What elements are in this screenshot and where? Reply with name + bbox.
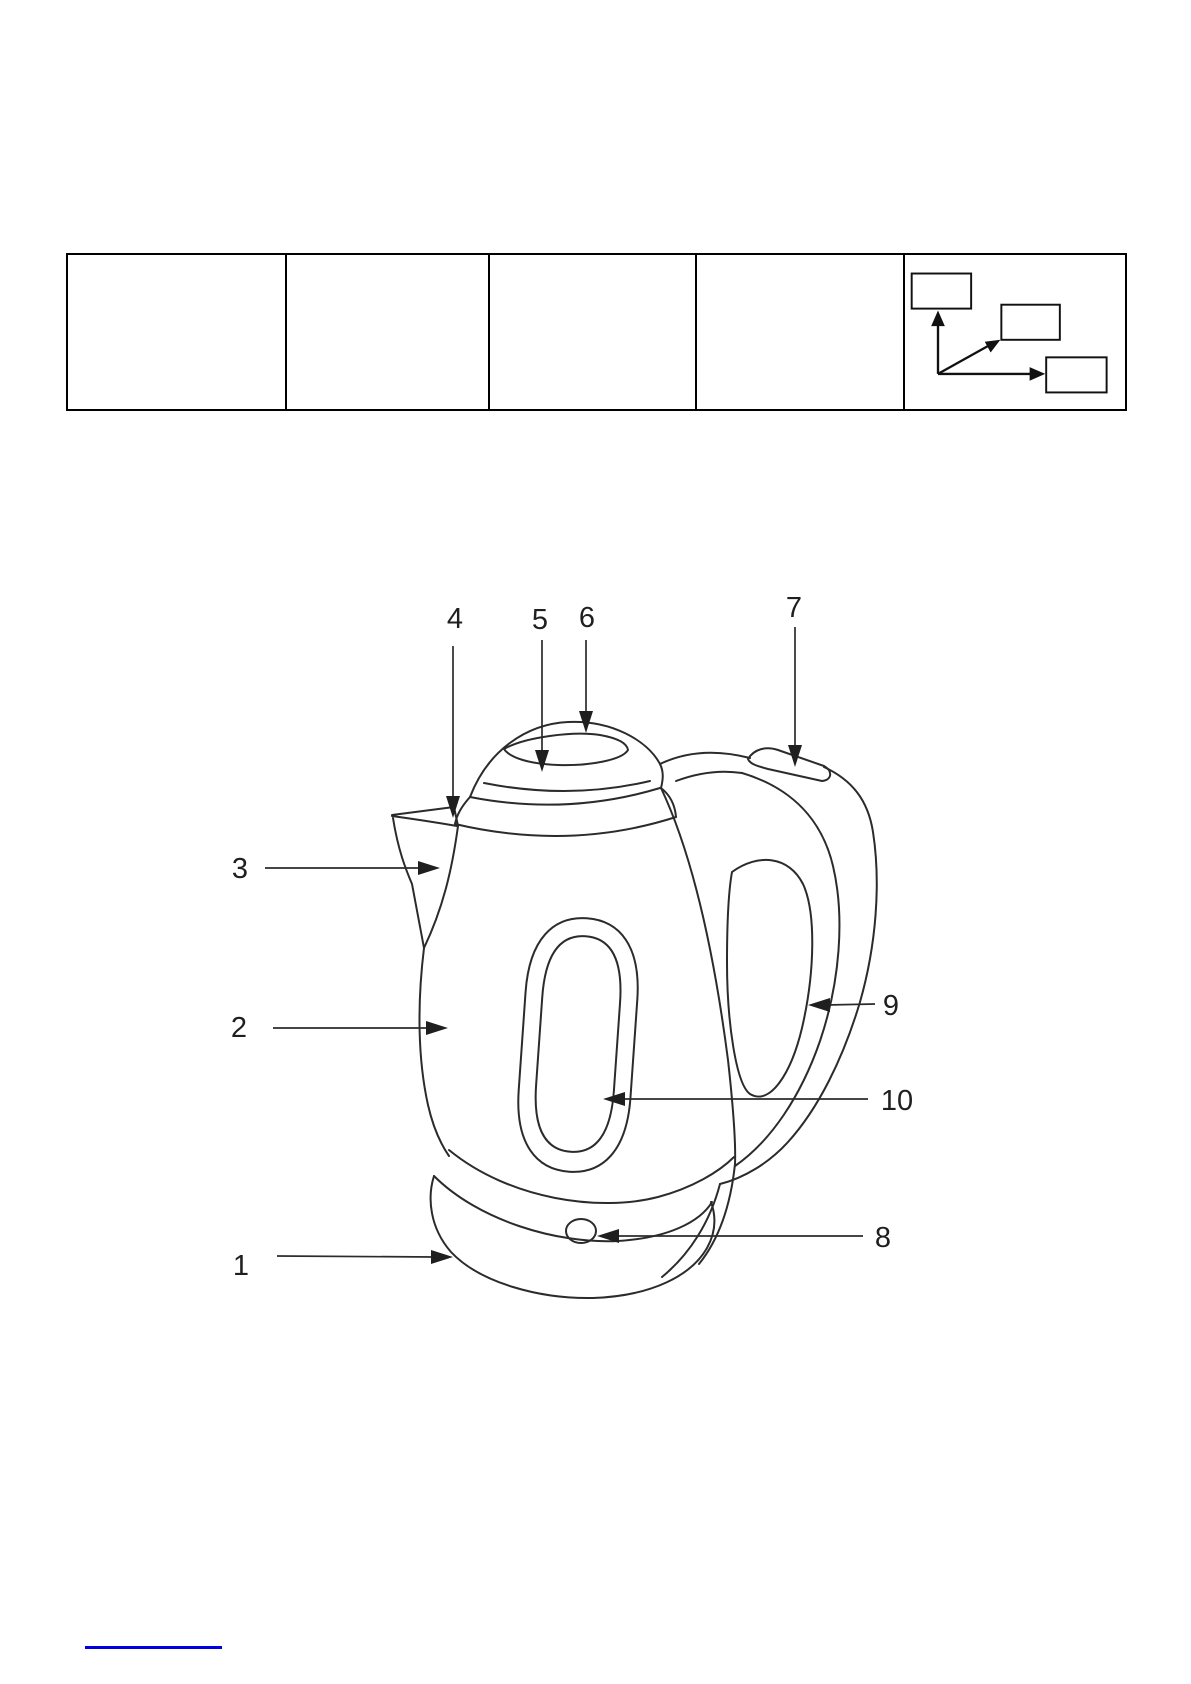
kettle-power-switch [748,748,830,781]
kettle-window [513,914,642,1175]
callout-label-5: 5 [531,604,549,636]
spec-table-cell-4 [696,254,904,410]
flow-box-top [912,274,971,309]
kettle-spout [392,807,458,948]
leader-line-8 [597,1229,863,1243]
leader-line-7 [788,627,802,767]
flow-arrow-diagonal-icon [938,340,1000,374]
leader-line-4 [446,646,460,818]
callouts [231,592,913,1282]
callout-label-1: 1 [232,1250,250,1282]
spec-table-row [67,254,1126,410]
flow-diagram [905,255,1125,409]
callout-label-8: 8 [874,1222,892,1254]
leader-lines [265,627,875,1264]
kettle-body [419,788,735,1203]
leader-line-9 [808,998,875,1012]
leader-line-1 [277,1250,453,1264]
leader-line-3 [265,861,440,875]
kettle-lid [470,722,663,805]
callout-label-6: 6 [578,602,596,634]
flow-arrow-up-icon [931,311,945,374]
leader-line-10 [603,1092,868,1106]
callout-label-7: 7 [785,592,803,624]
spec-table-cell-3 [489,254,696,410]
kettle-handle [660,753,877,1277]
flow-arrow-right-icon [938,367,1045,381]
callout-label-3: 3 [231,853,249,885]
spec-table-cell-2 [286,254,489,410]
spec-table-cell-1 [67,254,286,410]
kettle-base [431,1176,715,1298]
leader-line-2 [273,1021,448,1035]
leader-line-6 [579,640,593,733]
callout-label-4: 4 [446,603,464,635]
spec-table-cell-5 [904,254,1126,410]
callout-label-9: 9 [882,990,900,1022]
spec-table [66,253,1127,411]
footer-link[interactable] [85,1646,222,1649]
callout-label-10: 10 [880,1085,914,1117]
flow-box-bottom [1046,357,1106,392]
kettle-base-button [566,1219,596,1243]
kettle-collar [455,788,676,836]
leader-line-5 [535,640,549,772]
callout-label-2: 2 [230,1012,248,1044]
flow-box-middle [1001,305,1059,340]
